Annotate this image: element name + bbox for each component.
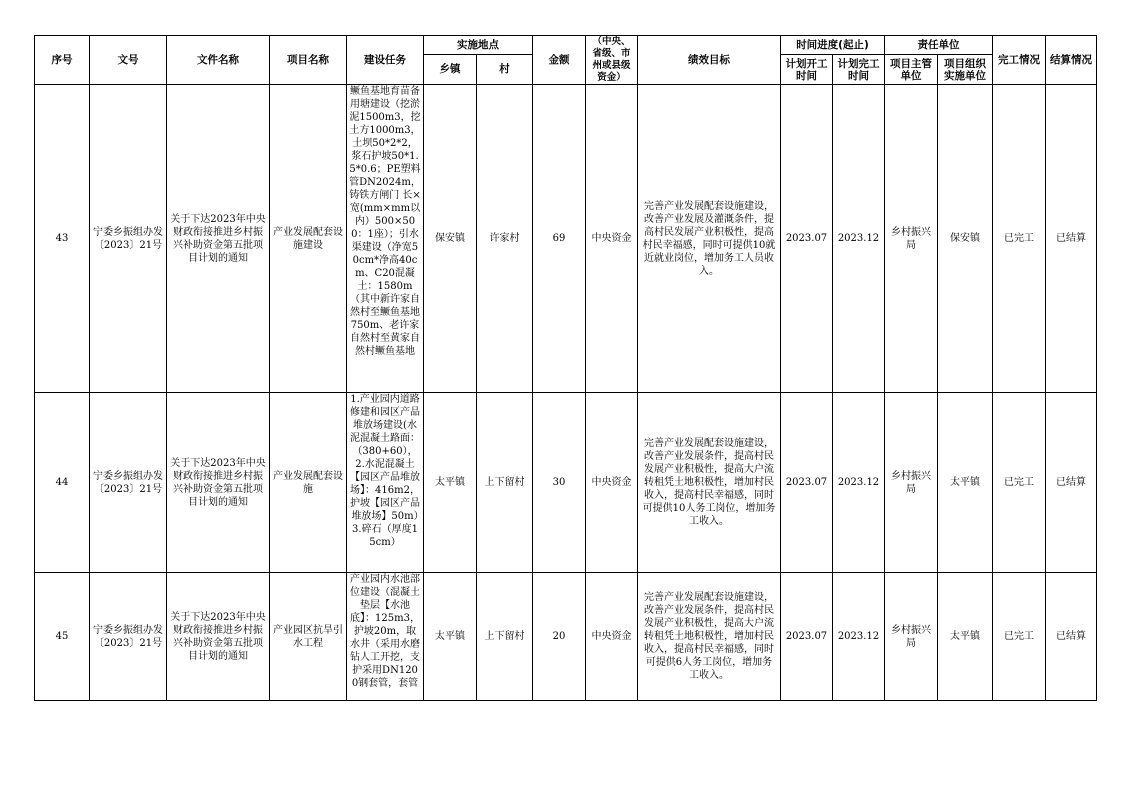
header-schedule: 时间进度(起止) (781, 36, 885, 55)
cell-doc-no: 宁委乡振组办发〔2023〕21号 (90, 573, 167, 701)
cell-implementer: 保安镇 (938, 85, 993, 393)
cell-task: 1.产业园内道路修建和园区产品堆放场建设(水泥混凝土路面：（380+60），2.水泥混凝土【园区产品堆放场】：416m2，护坡【园区产品堆放场】50m）3.碎石（厚度15cm） (350, 394, 420, 548)
cell-doc-name: 关于下达2023年中央财政衔接推进乡村振兴补助资金第五批项目计划的通知 (167, 393, 270, 573)
cell-seq: 44 (35, 393, 90, 573)
cell-amount: 30 (533, 393, 586, 573)
cell-plan-end: 2023.12 (833, 85, 885, 393)
cell-seq: 45 (35, 573, 90, 701)
header-village: 村 (477, 55, 533, 85)
cell-project-name: 产业园区抗旱引水工程 (270, 573, 347, 701)
header-task: 建设任务 (347, 36, 424, 85)
header-doc-no: 文号 (90, 36, 167, 85)
cell-performance: 完善产业发展配套设施建设，改善产业发展条件，提高村民发展产业积极性，提高大户流转租凭土地积极性，增加村民收入，提高村民幸福感，同时可提供6人务工岗位，增加务工收入。 (638, 573, 781, 701)
header-settlement: 结算情况 (1046, 36, 1097, 85)
cell-supervisor: 乡村振兴局 (885, 573, 938, 701)
cell-doc-no: 宁委乡振组办发〔2023〕21号 (90, 85, 167, 393)
header-implementer: 项目组织实施单位 (938, 55, 993, 85)
header-seq: 序号 (35, 36, 90, 85)
header-doc-name: 文件名称 (167, 36, 270, 85)
cell-plan-start: 2023.07 (781, 573, 833, 701)
cell-task: 产业园内水池部位建设（混凝土垫层【水池底】：125m3，护坡20m，取水井（采用水磨钻人工开挖，支护采用DN1200钢套管，套管 (350, 574, 420, 689)
cell-fund-level: 中央资金 (586, 393, 638, 573)
header-amount: 金额 (533, 36, 586, 85)
cell-town: 太平镇 (424, 573, 477, 701)
header-performance: 绩效目标 (638, 36, 781, 85)
cell-performance: 完善产业发展配套设施建设，改善产业发展条件，提高村民发展产业积极性，提高大户流转租凭土地积极性，增加村民收入，提高村民幸福感，同时可提供10人务工岗位，增加务工收入。 (638, 393, 781, 573)
cell-project-name: 产业发展配套设施 (270, 393, 347, 573)
cell-completion: 已完工 (993, 393, 1046, 573)
header-town: 乡镇 (424, 55, 477, 85)
cell-settlement: 已结算 (1046, 393, 1097, 573)
cell-doc-name: 关于下达2023年中央财政衔接推进乡村振兴补助资金第五批项目计划的通知 (167, 85, 270, 393)
cell-project-name: 产业发展配套设施建设 (270, 85, 347, 393)
header-supervisor: 项目主管单位 (885, 55, 938, 85)
header-completion: 完工情况 (993, 36, 1046, 85)
cell-plan-start: 2023.07 (781, 393, 833, 573)
header-plan-end: 计划完工时间 (833, 55, 885, 85)
cell-settlement: 已结算 (1046, 573, 1097, 701)
table-row (35, 393, 1097, 573)
header-plan-start: 计划开工时间 (781, 55, 833, 85)
cell-implementer: 太平镇 (938, 573, 993, 701)
cell-task: 鳜鱼基地育苗备用塘建设（挖淤泥1500m3，挖土方1000m3，土坝50*2*2，浆石护坡50*1.5*0.6；PE塑料管DN2024m，铸铁方闸门 长×宽(mm×mm以内）500×500：1座）；引水渠建设（净宽50cm*净高40cm、C20混凝土：1580m（其中新许家自然村至鳜鱼基地750m、老许家自然村至黄家自然村鳜鱼基地 (349, 86, 421, 357)
cell-amount: 20 (533, 573, 586, 701)
table-row (35, 573, 1097, 701)
cell-fund-level: 中央资金 (586, 573, 638, 701)
cell-implementer: 太平镇 (938, 393, 993, 573)
cell-plan-end: 2023.12 (833, 393, 885, 573)
cell-supervisor: 乡村振兴局 (885, 85, 938, 393)
cell-village: 上下留村 (477, 573, 533, 701)
cell-town: 保安镇 (424, 85, 477, 393)
cell-doc-name: 关于下达2023年中央财政衔接推进乡村振兴补助资金第五批项目计划的通知 (167, 573, 270, 701)
header-responsible: 责任单位 (885, 36, 993, 55)
cell-completion: 已完工 (993, 573, 1046, 701)
header-location: 实施地点 (424, 36, 533, 55)
cell-supervisor: 乡村振兴局 (885, 393, 938, 573)
cell-performance: 完善产业发展配套设施建设，改善产业发展及灌溉条件，提高村民发展产业积极性，提高村民幸福感，同时可提供10就近就业岗位，增加务工人员收入。 (638, 85, 781, 393)
cell-completion: 已完工 (993, 85, 1046, 393)
header-row-1 (35, 36, 1097, 55)
cell-settlement: 已结算 (1046, 85, 1097, 393)
cell-village: 上下留村 (477, 393, 533, 573)
cell-plan-end: 2023.12 (833, 573, 885, 701)
cell-seq: 43 (35, 85, 90, 393)
table-row (35, 85, 1097, 393)
cell-amount: 69 (533, 85, 586, 393)
cell-village: 许家村 (477, 85, 533, 393)
header-project-name: 项目名称 (270, 36, 347, 85)
cell-doc-no: 宁委乡振组办发〔2023〕21号 (90, 393, 167, 573)
cell-fund-level: 中央资金 (586, 85, 638, 393)
header-fund-level: （中央、省级、市州或县级资金） (586, 36, 638, 85)
cell-town: 太平镇 (424, 393, 477, 573)
cell-plan-start: 2023.07 (781, 85, 833, 393)
project-table (34, 35, 1097, 701)
